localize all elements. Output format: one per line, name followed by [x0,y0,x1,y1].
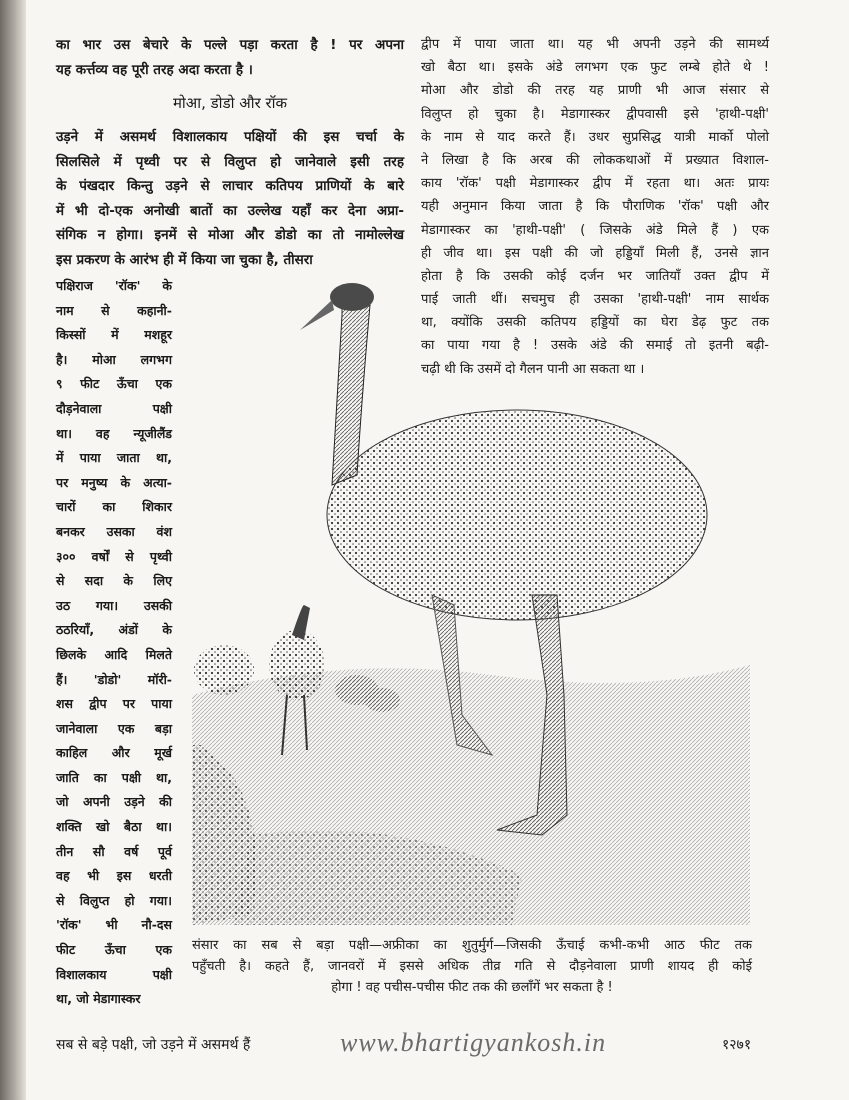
text-line: है। मोआ लगभग [56,351,172,367]
text-line: काय 'रॉक' पक्षी मेडागास्कर द्वीप में रहता था। अतः प्रायः [421,176,769,192]
text-line: जो अपनी उड़ने की [56,794,172,810]
text-line: पक्षिराज 'रॉक' के [56,278,172,293]
text-line: उठ गया। उसकी [56,597,172,613]
text-line: शक्ति खो बैठा था। [56,819,172,835]
narrow-column-text [56,274,172,1012]
text-line: के पंखदार किन्तु उड़ने से लाचार कतिपय प्राणियों के बारे [56,178,404,195]
text-line: था, क्योंकि उसकी कतिपय हड्डियों का घेरा डेढ़ फुट तक [421,315,769,331]
text-line: ठठरियाँ, अंडों के [56,622,172,638]
text-line: विशालकाय पक्षी [56,966,172,982]
text-line: चारों का शिकार [56,499,172,515]
top-paragraph-continuation [56,33,404,82]
page-binding-shadow [0,0,26,1100]
caption-line: पहुँचती है। कहते हैं, जानवरों में इससे अधिक तीव्र गति से दौड़नेवाला प्राणी शायद ही कोई [192,959,752,974]
text-line: था। वह न्यूजीलैंड [56,425,172,441]
running-footer-title: सब से बड़े पक्षी, जो उड़ने में असमर्थ हैं [56,1037,251,1053]
right-column-text [421,33,769,381]
text-line: तीन सौ वर्ष पूर्व [56,843,172,859]
text-line: 'रॉक' भी नौ-दस [56,917,172,933]
text-line: फीट ऊँचा एक [56,942,172,958]
section-heading: मोआ, डोडो और रॉक [172,94,288,112]
text-line: मोआ और डोडो की तरह यह प्राणी भी आज संसार से [421,83,769,99]
text-line: संगिक न होगा। इनमें से मोआ और डोडो का तो नामोल्लेख [56,227,404,244]
text-line: का भार उस बेचारे के पल्ले पड़ा करता है ! पर अपना [56,37,404,53]
text-line: में पाया जाता था, [56,450,172,466]
text-line: जाति का पक्षी था, [56,769,172,785]
text-line: हैं। 'डोडो' मॉरी- [56,671,172,687]
text-line: चढ़ी थी कि उसमें दो गैलन पानी आ सकता था । [421,361,645,377]
text-line: मेडागास्कर का 'हाथी-पक्षी' ( जिसके अंडे मिले हैं ) एक [421,222,769,238]
text-line: विलुप्त हो चुका है। मेडागास्कर द्वीपवासी इसे 'हाथी-पक्षी' [421,106,769,122]
text-line: होता है कि उसकी कोई दर्जन भर जातियाँ उक्त द्वीप में [421,268,769,284]
text-line: नाम से कहानी- [56,302,172,318]
text-line: काहिल और मूर्ख [56,745,172,761]
section-paragraph [56,125,404,273]
text-line: ३०० वर्षों से पृथ्वी [56,548,172,564]
text-line: बनकर उसका वंश [56,523,172,539]
caption-line: होगा ! वह पचीस-पचीस फीट तक की छलाँगें भर सकता है ! [331,980,613,995]
text-line: यही अनुमान किया जाता है कि पौराणिक 'रॉक' पक्षी और [421,199,769,215]
text-line: था, जो मेडागास्कर [56,991,141,1007]
text-line: छिलके आदि मिलते [56,646,172,662]
text-line: पर मनुष्य के अत्या- [56,474,172,490]
text-line: पाई जाती थीं। सचमुच ही उसका 'हाथी-पक्षी' नाम सार्थक [421,292,769,308]
text-line: सिलसिले में पृथ्वी पर से विलुप्त हो जानेवाले इसी तरह [56,153,404,170]
text-line: इस प्रकरण के आरंभ ही में किया जा चुका है, तीसरा [56,251,313,268]
text-line: यह कर्त्तव्य वह पूरी तरह अदा करता है । [56,61,253,78]
caption-line: संसार का सब से बड़ा पक्षी—अफ्रीका का शुतुर्मुर्ग—जिसकी ऊँचाई कभी-कभी आठ फीट तक [192,938,752,953]
text-line: ९ फीट ऊँचा एक [56,376,172,392]
text-line: ही जीव था। इस पक्षी की जो हड्डियाँ मिली हैं, उनसे ज्ञान [421,245,769,261]
text-line: का पाया गया है ! उसके अंडे की समाई तो इतनी बढ़ी- [421,338,769,354]
text-line: जानेवाला एक बड़ा [56,720,172,736]
figure-caption [192,935,752,998]
text-line: द्वीप में पाया जाता था। यह भी अपनी उड़ने की सामर्थ्य [421,37,769,52]
text-line: के नाम से याद करते हैं। उधर सुप्रसिद्ध यात्री मार्को पोलो [421,129,769,145]
text-line: से सदा के लिए [56,573,172,589]
text-line: शस द्वीप पर पाया [56,696,172,712]
page-number: १२७१ [722,1037,752,1053]
text-line: में भी दो-एक अनोखी बातों का उल्लेख यहाँ कर देना अप्रा- [56,202,404,219]
text-line: से विलुप्त हो गया। [56,892,172,908]
text-line: खो बैठा था। इसके अंडे लगभग एक फुट लम्बे होते थे ! [421,60,769,76]
text-line: दौड़नेवाला पक्षी [56,400,172,416]
watermark: www.bhartigyankosh.in [340,1028,607,1057]
text-line: ने लिखा है कि अरब की लोककथाओं में प्रख्यात विशाल- [421,152,769,168]
text-line: वह भी इस धरती [56,868,172,884]
text-line: उड़ने में असमर्थ विशालकाय पक्षियों की इस चर्चा के [56,129,404,145]
text-line: किस्सों में मशहूर [56,327,172,343]
